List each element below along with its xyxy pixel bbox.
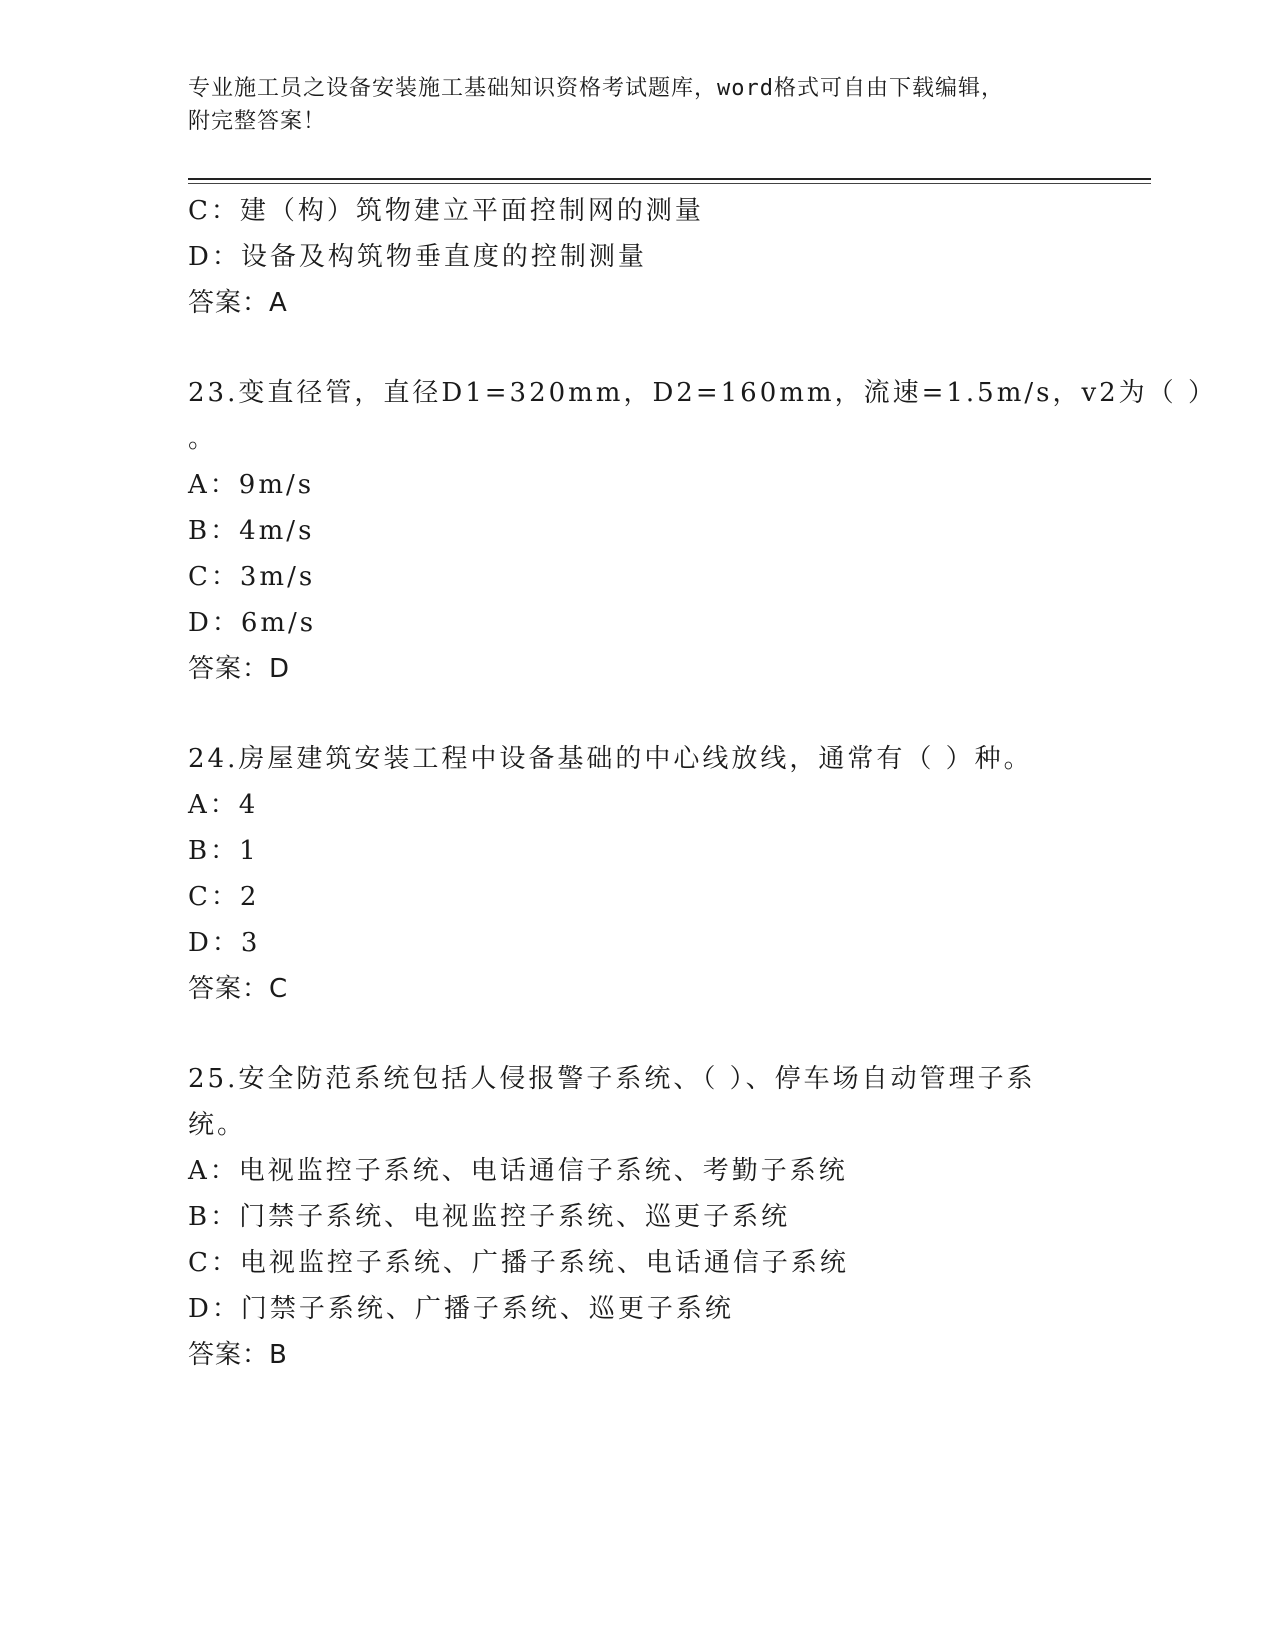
document-header bbox=[188, 72, 1088, 138]
spacer bbox=[188, 326, 1088, 370]
option-c: C：建（构）筑物建立平面控制网的测量 bbox=[188, 196, 704, 226]
option-a: A：9m/s bbox=[188, 470, 315, 500]
option-d: D：设备及构筑物垂直度的控制测量 bbox=[188, 242, 647, 272]
question-22-tail bbox=[188, 188, 1088, 326]
spacer bbox=[188, 692, 1088, 736]
answer: 答案：D bbox=[188, 654, 291, 684]
header-divider-thick bbox=[188, 178, 1151, 180]
question-stem: 24.房屋建筑安装工程中设备基础的中心线放线，通常有（ ）种。 bbox=[188, 744, 1033, 774]
option-d: D：门禁子系统、广播子系统、巡更子系统 bbox=[188, 1294, 734, 1324]
question-stem-continued: 统。 bbox=[188, 1110, 247, 1140]
option-a: A：电视监控子系统、电话通信子系统、考勤子系统 bbox=[188, 1156, 848, 1186]
option-b: B：4m/s bbox=[188, 516, 315, 546]
option-c: C：2 bbox=[188, 882, 260, 912]
question-stem: 23.变直径管，直径D1=320mm，D2=160mm，流速=1.5m/s，v2为（ ） bbox=[188, 378, 1217, 408]
question-list bbox=[188, 188, 1217, 1378]
option-c: C：电视监控子系统、广播子系统、电话通信子系统 bbox=[188, 1248, 849, 1278]
header-divider-thin bbox=[188, 183, 1151, 184]
answer: 答案：B bbox=[188, 1340, 288, 1370]
spacer bbox=[188, 1012, 1088, 1056]
option-b: B：1 bbox=[188, 836, 259, 866]
answer: 答案：A bbox=[188, 288, 288, 318]
option-a: A：4 bbox=[188, 790, 259, 820]
option-d: D：6m/s bbox=[188, 608, 317, 638]
option-c: C：3m/s bbox=[188, 562, 316, 592]
option-b: B：门禁子系统、电视监控子系统、巡更子系统 bbox=[188, 1202, 791, 1232]
header-line-2: 附完整答案！ bbox=[188, 109, 327, 134]
answer: 答案：C bbox=[188, 974, 289, 1004]
question-25 bbox=[188, 1056, 1088, 1378]
header-line-1: 专业施工员之设备安装施工基础知识资格考试题库，word格式可自由下载编辑， bbox=[188, 76, 1004, 101]
question-24 bbox=[188, 736, 1088, 1012]
question-23 bbox=[188, 370, 1217, 692]
option-d: D：3 bbox=[188, 928, 261, 958]
question-stem: 25.安全防范系统包括人侵报警子系统、（ ）、停车场自动管理子系 bbox=[188, 1064, 1036, 1094]
question-stem-continued: 。 bbox=[188, 424, 218, 454]
